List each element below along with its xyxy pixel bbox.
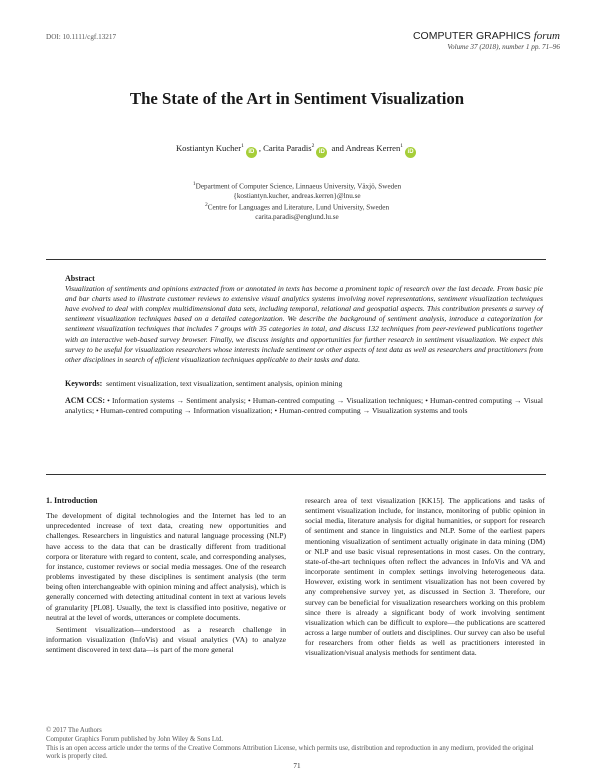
journal-prefix: COMPUTER GRAPHICS [412,30,531,42]
paragraph: research area of text visualization [KK15]. The applications and tasks of sentiment visualization include, for instance, monitoring of public opinion in social media, literature analysis for digital humanities, or support for research of sentiment and stance in linguistics and NLP. Some of the earliest papers mentioning visualization of sentiment actually originate in data mining (DM) or NLP and use basic visual representations in most cases. On the contrary, state-of-the-art techniques often reflect the advances in InfoVis and VA and incorporate sentiment in complex settings involving heterogeneous data. However, existing work in sentiment visualization has not been covered by any comprehensive survey yet, as discussed in Section 3. Therefore, our survey can be beneficial for visualization researchers working on this problem since there is already a significant body of work involving sentiment visualization which can be difficult to explore—the publications are scattered across a large number of outlets and disciplines. Our survey can also be useful for researchers from other fields as well as practitioners interested in visualization/visual analysis methods for sentiment data. [305,496,545,658]
orcid-icon[interactable]: iD [405,147,416,158]
keywords [65,379,543,388]
separator: , [258,143,262,153]
journal-volume: Volume 37 (2018), number 1 pp. 71–96 [447,43,560,51]
author-name: Carita Paradis [263,143,312,153]
affil-marker: 1 [241,143,244,150]
paragraph: The development of digital technologies and the Internet has led to an unprecedented increase of text data, creating new opportunities and challenges. Researchers in linguistics and natural language processing (NLP) have access to the data that can be drastically different from traditional corpora or literature with regard to content, scale, and corresponding analyses, for instance, customer reviews or social media messages. One of the research problems investigated by these disciplines is sentiment analysis (the term being often interchangeable with opinion mining and affect analysis), which is generally concerned with detecting attitudinal content in text at various levels of granularity [PL08]. Usually, the text is classified into positive, negative or neutral at the level of words, utterances or complete documents. [46,511,286,622]
abstract-text: Visualization of sentiments and opinions extracted from or annotated in texts has become a prominent topic of research over the last decade. From basic pie and bar charts used to illustrate customer reviews to extensive visual analytics systems involving novel representations, sentiment visualization techniques have evolved to deal with complex multidimensional data sets, including temporal, relational and geospatial aspects. This contribution presents a survey of sentiment visualization techniques based on a detailed categorization. We describe the background of sentiment analysis, introduce a categorization for sentiment visualization techniques that includes 7 groups with 35 categories in total, and discuss 132 techniques from peer-reviewed publications together with an interactive web-based survey browser. Finally, we discuss insights and opportunities for further research in sentiment visualization. We expect this survey to be useful for visualization researchers whose interests include sentiment or other aspects of text data as well as researchers and practitioners from other disciplines in search of efficient visualization techniques applicable to their tasks and data. [65,284,543,364]
keywords-label: Keywords: [65,379,103,388]
acm-label: ACM CCS: [65,396,106,405]
affil-marker: 1 [192,181,196,187]
page-number: 71 [293,762,301,770]
author-list [0,143,594,158]
affiliation-text: Centre for Languages and Literature, Lund University, Sweden [207,203,390,212]
author-name: Kostiantyn Kucher [175,143,242,153]
affiliation-email[interactable]: {kostiantyn.kucher, andreas.kerren}@lnu.se [233,191,361,200]
abstract [65,274,543,365]
orcid-icon[interactable]: iD [316,147,327,158]
journal-suffix: forum [533,30,560,42]
journal-title [413,30,560,42]
acm-text: • Information systems → Sentiment analysis; • Human-centred computing → Visualization techniques; • Human-centred computing → Visual analytics; • Human-centred computing → Information visualization; • Human-centred computing → Visualization systems and tools [65,396,543,416]
acm-ccs [65,396,543,416]
affil-marker: 2 [204,202,208,209]
copyright-footer [46,727,546,762]
keywords-text: sentiment visualization, text visualization, sentiment analysis, opinion mining [106,379,343,388]
divider [46,474,546,475]
right-column [305,496,545,659]
author-name: Andreas Kerren [345,143,401,153]
orcid-icon[interactable]: iD [246,147,257,158]
affiliation-line [0,180,594,192]
section-heading: 1. Introduction [46,496,98,505]
footer-line: Computer Graphics Forum published by John Wiley & Sons Ltd. [46,735,224,743]
affil-marker: 1 [400,143,404,150]
left-column [46,496,286,655]
affil-marker: 2 [311,143,315,150]
paper-title: The State of the Art in Sentiment Visualization [129,89,465,108]
affiliation-text: Department of Computer Science, Linnaeus University, Växjö, Sweden [195,182,402,191]
affiliation-line [0,201,594,213]
abstract-heading: Abstract [65,274,95,283]
footer-line: This is an open access article under the terms of the Creative Commons Attribution License, which permits use, distribution and reproduction in any medium, provided the original work is properly cited. [46,744,534,761]
journal-header [413,30,560,51]
divider [46,259,546,260]
footer-line: © 2017 The Authors [46,727,102,734]
conjunction: and [331,143,344,153]
affiliation-email[interactable]: carita.paradis@englund.lu.se [255,213,339,221]
doi[interactable]: DOI: 10.1111/cgf.13217 [46,33,117,41]
paragraph: Sentiment visualization—understood as a research challenge in information visualization (InfoVis) and visual analytics (VA) to analyze sentiment discovered in text data—is part of the more general [46,624,286,655]
affiliations [0,180,594,222]
